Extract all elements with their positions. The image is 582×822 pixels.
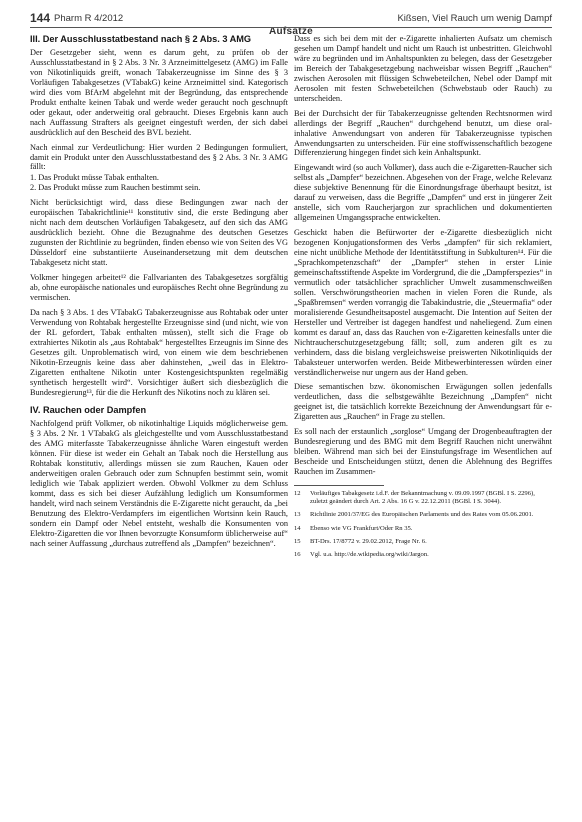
paragraph: Volkmer hingegen arbeitet¹² die Fallvarianten des Tabakgesetzes sorgfältig ab, ohne europäische nationales und europäisches Recht ohne Begründung zu vermischen. [30,273,288,302]
paragraph: Der Gesetzgeber sieht, wenn es darum geht, zu prüfen ob der Ausschlusstatbestand in § 2 Abs. 3 Nr. 3 Arzneimittelgesetz (AMG) im Falle von Nikotinliquids greift, wonach Tabakerzeugnisse im Sinne des § 3 Vorläufigen Tabakgesetzes (VTabakG) keine Arzneimittel sind. Kategorisch wird dies vom BfArM abgelehnt mit der Begründung, das entsprechende Produkt enthalte keinen Tabak und werde weder geraucht noch geschnupft oder gekaut, oder anderweitig oral gebraucht. Dieses Ergebnis kann auch nach Auffassung Strafters als geeignet eingestuft werden, der sich dabei ausdrücklich auf den Bescheid des BVL bezieht. [30,48,288,137]
footnote-text: BT-Drs. 17/8772 v. 29.02.2012, Frage Nr. 6. [310,537,427,545]
footnote [294,538,552,546]
paragraph: Nachfolgend prüft Volkmer, ob nikotinhaltige Liquids möglicherweise gem. § 3 Abs. 2 Nr. 1 VTabakG als gleichgestellte und vom Ausschlusstatbestand des AMG miterfasste Tabakerzeugnisse ähnliche Waren eingestuft werden können. Für diese ist weder ein Gehalt an Tabak noch die Herstellung aus Rohtabak konstitutiv, allerdings müssen sie zum Rauchen, Kauen oder anderweitigen oralen Gebrauch oder zum Schnupfen bestimmt sein, womit lediglich wie Tabak appliziert werden. Obwohl Volkmer zu dem Schluss kommt, dass es sich bei dieser Aufzählung lediglich um Konsumformen handelt, wird nach seinem Verständnis die E-Zigarette nicht geraucht, da „bei Benutzung des Elektro-Verdampfers im eigentlichen Wortsinn kein Rauch, sondern ein Dampf oder Nebel entsteht, weshalb die Konsumenten von Elektro-Zigaretten die vor Ihnen bevorzugte Konsumform üblicherweise auf“ nach seiner Auffassung „durchaus zutreffend als „Dampfen“ bezeichnen“. [30,419,288,548]
paragraph: Diese semantischen bzw. ökonomischen Erwägungen sollen jedenfalls verdeutlichen, dass die selbstgewählte Bezeichnung „Dampfen“ nicht geeignet ist, die tatsächlich korrekte Bezeichnung der Anwendungsart für e-Zigaretten aus „Rauchen“ in Frage zu stellen. [294,382,552,422]
section-title: Aufsätze [268,26,314,37]
paragraph: Dass es sich bei dem mit der e-Zigarette inhalierten Aufsatz um chemisch gesehen um Dampf handelt und nicht um Rauch ist unbestritten. Gleichwohl wäre zu begründen und im Anhaltspunkten zu belegen, dass der Gesetzgeber im Bereich der Tabakgesetzgebung nachweisbar wissen Begriff „Rauchen“ zwischen Aerosolen mit flüssigen Schwebeteilchen, Nebel oder Dampf mit Aerosolen mit festen Schwebeteilchen (Schwebstaub oder Rauch) zu unterscheiden. [294,34,552,103]
left-column [30,34,288,812]
paragraph: Es soll nach der erstaunlich „sorglose“ Umgang der Drogenbeauftragten der Bundesregierung und des BMG mit dem Begriff Rauchen nicht unerwähnt bleiben. Während man sich bei der Einstufungsfrage im Wesentlichen auf Bescheide und Entscheidungen stützt, denen die Ablehnung des Begriffes Rauchen im Zusammen- [294,427,552,477]
footnote [294,490,552,506]
footnote-text: Vorläufiges Tabakgesetz i.d.F. der Bekanntmachung v. 09.09.1997 (BGBl. I S. 2296), zuletzt geändert durch Art. 2 Abs. 16 G v. 22.12.2011 (BGBl. I S. 3044). [310,490,535,506]
footnote-text: Ebenso wie VG Frankfurt/Oder Rn 35. [310,524,413,532]
footnote-text: Richtlinie 2001/37/EG des Europäischen Parlaments und des Rates vom 05.06.2001. [310,511,534,519]
section-heading: III. Der Ausschlusstatbestand nach § 2 Abs. 3 AMG [30,34,252,44]
section-heading: IV. Rauchen oder Dampfen [30,405,147,416]
header-rule [30,27,552,28]
paragraph: Nicht berücksichtigt wird, dass diese Bedingungen zwar nach der europäischen Tabakrichtlinie¹¹ konstitutiv sind, die erste Bedingung aber nicht nach dem deutschen Vorläufigen Tabakgesetz, auf den sich das AMG ausdrücklich bezieht. Ohne die Bezugnahme des deutschen Gesetzes zugunsten der Richtlinie zu begründen, finden ebenso wie von Seiten des VG Düsseldorf eine substantiierte Auseinandersetzung mit dem deutschen Tabakgesetz nicht statt. [30,198,288,268]
footnote-number: 12 [294,490,301,498]
right-column [294,34,552,812]
footnotes [294,490,552,559]
footnote-number: 16 [294,551,301,559]
paragraph: Eingewandt wird (so auch Volkmer), dass auch die e-Zigaretten-Raucher sich selbst als „Dampfer“ bezeichnen. Abgesehen von der Frage, welche Relevanz diese subjektive Benennung für die Einordnungsfrage überhaupt besitzt, ist darauf zu verweisen, dass die Begriffe „Dampfen“ und erst in jüngerer Zeit anstelle, sich vom Raucherjargon zur sprachlichen und dokumentierten allgemeinen Umgangssprache entwickelten. [294,163,552,223]
paragraph: Nach einmal zur Verdeutlichung: Hier wurden 2 Bedingungen formuliert, damit ein Produkt unter den Ausschlusstatbestand des § 2 Abs. 3 Nr. 3 AMG fällt: [30,142,288,172]
paragraph: Bei der Durchsicht der für Tabakerzeugnisse geltenden Rechtsnormen wird allerdings der Begriff „Rauchen“ durchgehend benutzt, um diese oral-inhalative Anwendungsart von anderen für Tabakerzeugnisse typischen Anwendungsarten zu unterscheiden. Für eine stoffwissenschaftlich bezogene Differenzierung hingegen findet sich kein Anhaltspunkt. [294,108,552,158]
paragraph: Geschickt haben die Befürworter der e-Zigarette diesbezüglich nicht bezogenen Konjugationsformen des Verbs „dampfen“ für sich reklamiert, eine nicht unübliche Methode der Identitätsstiftung in Subkulturen¹⁴. Für die „Sprachkompetenzschaft“ der „Dampfer“ stehen in erster Linie gemeinschaftsstiftende Aspekte im Vordergrund, die die „Dampferspezies“ in vermutlich oder tatsächlicher sprachlicher Umwelt zusammenschweißen sollen. Verschwörungstheorien machen in vielen Foren die Runde, als „Spaßbremsen“ werden vorrangig die Tabakindustrie, die „Steuermafia“ oder moralisierende Gesundheitsapostel ausgemacht. Die Intention auf Seiten der Hersteller und Vertreiber ist dagegen handfest und naheliegend. Zum einen kommt es darauf an, dass das Rauchen von e-Zigaretten keinesfalls unter die Nichtraucherschutzgesetzgebung fällt; soll, zum anderen gilt es zu verhindern, dass die bislang vergleichsweise preiswerten Nikotinliquids der Tabaksteuer unterworfen werden. Beide Mitbewerbinteressen würden einer verständlicherweise nur ungern aus der Hand geben. [294,228,552,377]
footnote-number: 15 [294,537,301,545]
list-item: 1. Das Produkt müsse Tabak enthalten. [30,173,159,183]
footnote [294,525,552,533]
footnote [294,551,552,559]
footnote [294,511,552,519]
journal-name: Pharm R 4/2012 [54,13,124,24]
footnote-number: 14 [294,524,301,532]
running-title: Kißsen, Viel Rauch um wenig Dampf [397,13,552,24]
footnote-rule [294,485,384,486]
page-number: 144 [30,11,51,25]
footnote-number: 13 [294,511,301,519]
paragraph: Da nach § 3 Abs. 1 des VTabakG Tabakerzeugnisse aus Rohtabak oder unter Verwendung von Rohtabak hergestellte Erzeugnisse sind (und nicht, wie von der RL gefordert, Tabak enthalten müssen), stellt sich die Frage ob extrahiertes Nikotin als „aus Rohtabak“ hergestelltes Erzeugnis im Sinne des Gesetzes gilt. Unproblematisch wird, von einem wie dem beschriebenen Nikotin-Erzeugnis keine dass aber dahinstehen, „weil das in Elektro-Zigaretten enthaltene Nikotin unter Kostengesichtspunkten regelmäßig synthetisch hergestellt wird“. Vorsichtiger äußert sich diesbezüglich die Bundesregierung¹³, für die die Herkunft des Nikotins noch zu klären sei. [30,307,288,397]
footnote-text: Vgl. u.a. http://de.wikipedia.org/wiki/Jargon. [310,551,429,559]
list-item: 2. Das Produkt müsse zum Rauchen bestimmt sein. [30,183,201,193]
